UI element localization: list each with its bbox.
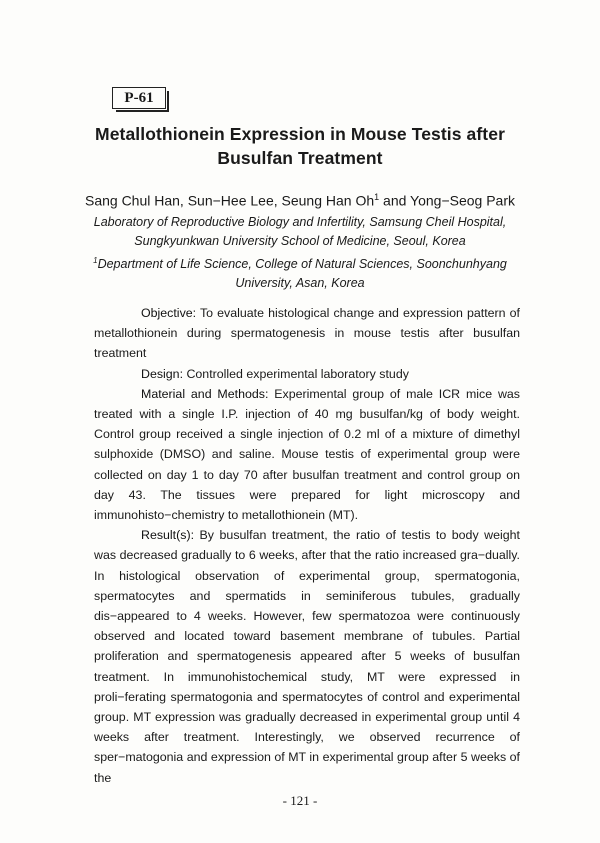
methods-text: Experimental group of male ICR mice was treated with a single I.P. injection of 40 mg busulfan/kg of body weight. Control group received a single injection of 0.2 ml of a mixture of dimethyl sulphoxide (DMSO) and saline. Mouse testis of experimental group were collected on day 1 to day 70 after busulfan treatment and control group on day 43. The tissues were prepared for light microscopy and immunohisto−chemistry to metallothionein (MT).: [94, 386, 520, 523]
affiliation-2-line-1-text: Department of Life Science, College of Natural Sciences, Soonchunhyang: [97, 257, 507, 272]
authors-main: Sang Chul Han, Sun−Hee Lee, Seung Han Oh: [84, 192, 375, 209]
affiliation-2-line-2: University, Asan, Korea: [235, 276, 365, 291]
abstract-body: [94, 303, 520, 788]
poster-id-box: [112, 87, 166, 109]
results-label: Result(s):: [141, 528, 195, 543]
objective-text: To evaluate histological change and expression pattern of metallothionein during spermatogenesis in mouse testis after busulfan treatment: [94, 306, 520, 361]
authors-tail: and Yong−Seog Park: [379, 192, 515, 209]
affiliation-1-line-2: Sungkyunkwan University School of Medicine, Seoul, Korea: [134, 234, 466, 248]
authors-superscript: 1: [374, 192, 380, 202]
authors: [60, 192, 540, 209]
affiliation-1-line-1: Laboratory of Reproductive Biology and Infertility, Samsung Cheil Hospital,: [93, 215, 507, 229]
objective-paragraph: [94, 303, 520, 364]
results-paragraph: [94, 525, 520, 788]
results-text: By busulfan treatment, the ratio of testis to body weight was decreased gradually to 6 weeks, after that the ratio increased gra−dually. In histological observation of experimental group, spermatogonia, spermatocytes and spermatids in seminiferous tubules, gradually dis−appeared to 4 weeks. However, few spermatozoa were continuously observed and located toward basement membrane of tubules. Partial proliferation and spermatogenesis appeared after 5 weeks of busulfan treatment. In immunohistochemical study, MT were expressed in proli−ferating spermatogonia and spermatocytes of control and experimental group. MT expression was gradually decreased in experimental group until 4 weeks after treatment. Interestingly, we observed recurrence of sper−matogonia and expression of MT in experimental group after 5 weeks of the: [94, 528, 520, 785]
page-number: - 121 -: [282, 793, 318, 808]
poster-id: P-61: [124, 89, 154, 106]
paper-title: [60, 122, 540, 170]
methods-paragraph: [94, 384, 520, 525]
design-paragraph: [94, 364, 520, 384]
objective-label: Objective:: [141, 306, 197, 320]
affiliations: [60, 213, 540, 293]
affiliation-2-superscript: 1: [93, 256, 98, 265]
design-text: Controlled experimental laboratory study: [183, 366, 409, 381]
affiliation-2-line-1: [60, 251, 540, 274]
design-label: Design:: [141, 366, 184, 381]
methods-label: Material and Methods:: [141, 386, 269, 401]
title-line-2: Busulfan Treatment: [217, 148, 383, 168]
title-line-1: Metallothionein Expression in Mouse Testis after: [95, 124, 505, 144]
